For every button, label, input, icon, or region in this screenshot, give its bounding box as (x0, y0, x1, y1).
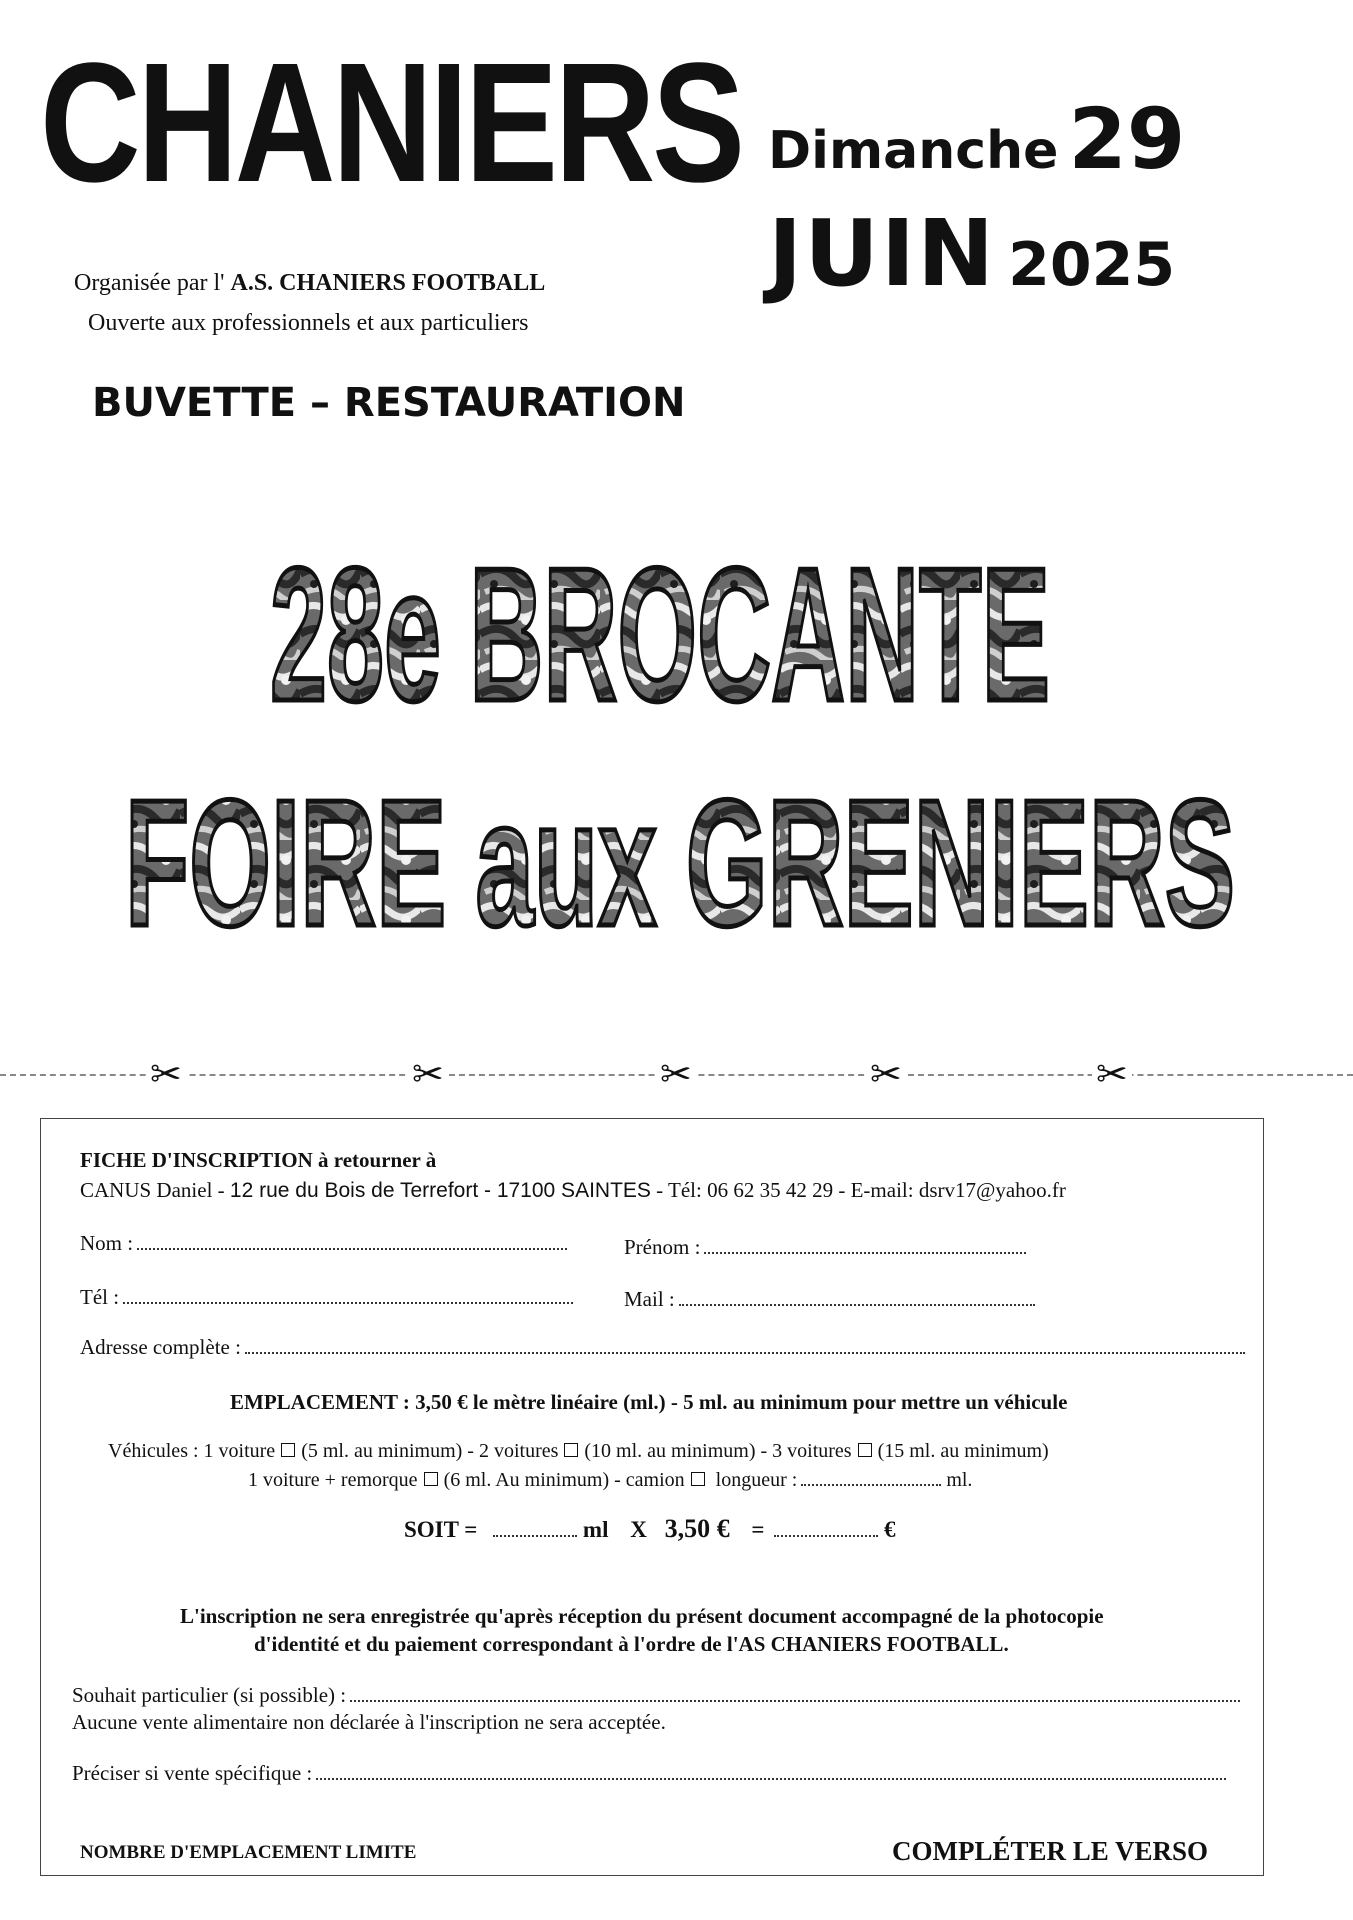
mail-field[interactable] (679, 1286, 1035, 1306)
notice-line-1: L'inscription ne sera enregistrée qu'après réception du présent document accompagné de la photocopie (180, 1604, 1104, 1628)
aucune-vente-line: Aucune vente alimentaire non déclarée à l'inscription ne sera acceptée. (72, 1710, 666, 1734)
prenom-field[interactable] (704, 1234, 1026, 1254)
option-note: (15 ml. au minimum) (877, 1440, 1049, 1462)
checkbox-1-voiture[interactable] (281, 1443, 295, 1457)
contact-name: CANUS Daniel - (80, 1178, 225, 1202)
title-line-1: 28e BROCANTE (270, 529, 1050, 741)
mail-label: Mail : (624, 1287, 675, 1311)
organizer-name: A.S. CHANIERS FOOTBALL (230, 270, 546, 296)
checkbox-camion[interactable] (691, 1472, 705, 1486)
soit-times: X (630, 1517, 647, 1542)
services-line: BUVETTE – RESTAURATION (92, 380, 686, 426)
soit-row (404, 1514, 895, 1544)
option-camion: camion (625, 1469, 685, 1491)
longueur-label: longueur : (715, 1469, 798, 1491)
option-note: (10 ml. au minimum) - (584, 1440, 768, 1462)
form-heading: FICHE D'INSCRIPTION à retourner à (80, 1148, 437, 1172)
soit-label: SOIT = (404, 1517, 478, 1542)
scissors-icon: ✂ (866, 1054, 906, 1094)
soit-currency: € (883, 1517, 896, 1542)
organizer-prefix: Organisée par l' (74, 270, 225, 296)
soit-ml: ml (582, 1517, 609, 1542)
souhait-field[interactable] (350, 1682, 1240, 1702)
day-name: Dimanche (768, 121, 1059, 181)
contact-phone-email: - Tél: 06 62 35 42 29 - E-mail: dsrv17@yahoo.fr (656, 1178, 1066, 1202)
footer-verso: COMPLÉTER LE VERSO (892, 1836, 1209, 1866)
souhait-label: Souhait particulier (si possible) : (72, 1683, 347, 1707)
soit-equals: = (751, 1517, 765, 1542)
adresse-field[interactable] (245, 1334, 1245, 1354)
soit-ml-field[interactable] (493, 1517, 577, 1537)
title-line-2: FOIRE aux GRENIERS (125, 763, 1235, 964)
emplacement-line: EMPLACEMENT : 3,50 € le mètre linéaire (ml.) - 5 ml. au minimum pour mettre un véhicule (230, 1390, 1068, 1414)
preciser-field[interactable] (316, 1760, 1226, 1780)
souhait-row[interactable] (72, 1682, 1240, 1708)
footer-limit: NOMBRE D'EMPLACEMENT LIMITE (80, 1842, 417, 1863)
tel-label: Tél : (80, 1285, 120, 1309)
tel-field[interactable] (123, 1284, 573, 1304)
option-note: (5 ml. au minimum) - (301, 1440, 474, 1462)
vehicules-row-2 (248, 1466, 972, 1492)
checkbox-2-voitures[interactable] (564, 1443, 578, 1457)
longueur-field[interactable] (801, 1466, 941, 1486)
event-year: 2025 (1008, 230, 1176, 300)
adresse-label: Adresse complète : (80, 1335, 241, 1359)
checkbox-3-voitures[interactable] (858, 1443, 872, 1457)
nom-row[interactable] (80, 1230, 567, 1256)
scissors-icon: ✂ (656, 1054, 696, 1094)
scissors-icon: ✂ (1092, 1054, 1132, 1094)
option-1-voiture: 1 voiture (203, 1440, 276, 1462)
soit-total-field[interactable] (774, 1517, 878, 1537)
preciser-row[interactable] (72, 1760, 1226, 1786)
option-3-voitures: 3 voitures (772, 1440, 852, 1462)
preciser-label: Préciser si vente spécifique : (72, 1761, 313, 1785)
longueur-unit: ml. (946, 1469, 973, 1491)
scissors-icon: ✂ (408, 1054, 448, 1094)
option-2-voitures: 2 voitures (478, 1440, 559, 1462)
town-name: CHANIERS (40, 28, 742, 218)
option-remorque: 1 voiture + remorque (248, 1469, 418, 1491)
checkbox-remorque[interactable] (424, 1472, 438, 1486)
option-note: (6 ml. Au minimum) - (443, 1469, 621, 1491)
tel-row[interactable] (80, 1284, 573, 1310)
scissors-icon: ✂ (146, 1054, 186, 1094)
month-name: JUIN (768, 200, 997, 307)
prenom-label: Prénom : (624, 1235, 701, 1259)
open-to-line: Ouverte aux professionnels et aux particuliers (88, 310, 529, 336)
nom-field[interactable] (137, 1230, 567, 1250)
notice-line-2: d'identité et du paiement correspondant à l'ordre de l'AS CHANIERS FOOTBALL. (254, 1632, 1009, 1656)
vehicules-label: Véhicules : (108, 1440, 199, 1462)
day-number: 29 (1068, 90, 1186, 188)
vehicules-row-1 (108, 1440, 1049, 1463)
soit-price: 3,50 € (664, 1514, 730, 1543)
adresse-row[interactable] (80, 1334, 1245, 1360)
contact-line (80, 1178, 1066, 1203)
prenom-row[interactable] (624, 1234, 1026, 1260)
nom-label: Nom : (80, 1231, 134, 1255)
mail-row[interactable] (624, 1286, 1035, 1312)
contact-address: 12 rue du Bois de Terrefort - 17100 SAINTES (229, 1179, 651, 1202)
